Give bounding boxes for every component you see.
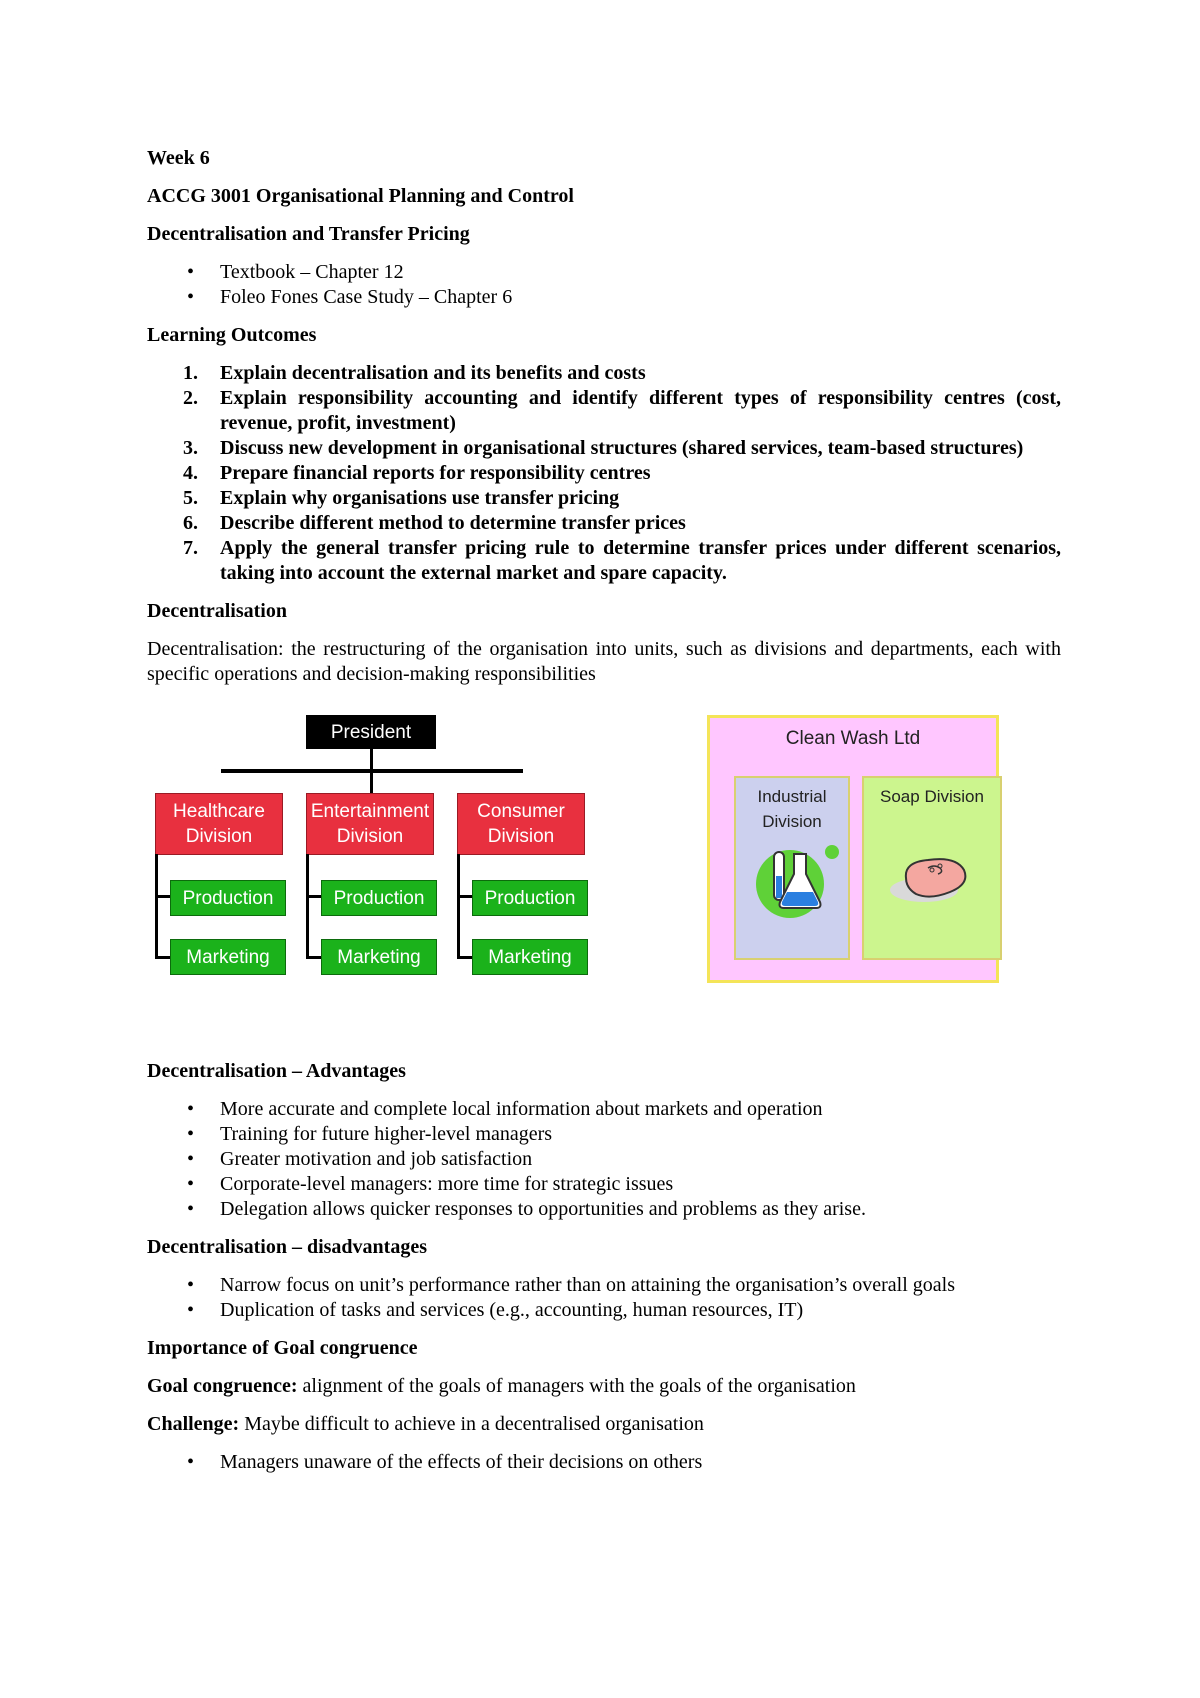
bullet-icon: • [187, 261, 195, 283]
bullet-icon: • [187, 1148, 195, 1170]
soap-division-panel [862, 776, 1002, 960]
bullet-icon: • [187, 1173, 195, 1195]
decentralisation-definition: Decentralisation: the restructuring of the organisation into units, such as divisions and departments, each with specific operations and decision-making responsibilities [147, 638, 1061, 685]
challenge-text: Challenge: Maybe difficult to achieve in a decentralised organisation [147, 1413, 704, 1435]
disadvantages-list [147, 1273, 1061, 1323]
document-content [147, 146, 1061, 1488]
decentralisation-heading: Decentralisation [147, 600, 287, 622]
division-box-healthcare: Healthcare Division [155, 793, 283, 855]
connector-line [306, 895, 322, 898]
list-item: • Foleo Fones Case Study – Chapter 6 [187, 286, 513, 308]
soap-division-label: Soap Division [880, 787, 984, 806]
course-title: ACCG 3001 Organisational Planning and Control [147, 185, 574, 207]
list-item: 2. Explain responsibility accounting and identify different types of responsibility centres (cost, revenue, profit, investment) [183, 387, 1061, 434]
unit-box-marketing: Marketing [321, 939, 437, 975]
list-item: • More accurate and complete local information about markets and operation [187, 1098, 823, 1120]
industrial-division-panel [734, 776, 850, 960]
list-item: 7. Apply the general transfer pricing rule to determine transfer prices under different scenarios, taking into account the external market and spare capacity. [183, 537, 1061, 584]
clean-wash-title: Clean Wash Ltd [785, 728, 921, 749]
list-item: • Duplication of tasks and services (e.g., accounting, human resources, IT) [187, 1299, 804, 1321]
goal-congruence-heading: Importance of Goal congruence [147, 1337, 418, 1359]
advantages-list [147, 1097, 1061, 1222]
unit-box-production: Production [321, 880, 437, 916]
soap-bar-icon [884, 848, 984, 908]
bullet-icon: • [187, 1123, 195, 1145]
list-item: • Textbook – Chapter 12 [187, 261, 404, 283]
industrial-division-label: Industrial Division [757, 787, 827, 831]
readings-list [147, 260, 1061, 310]
connector-line [306, 854, 309, 959]
learning-outcomes-heading: Learning Outcomes [147, 324, 317, 346]
division-box-consumer: Consumer Division [457, 793, 585, 855]
unit-box-marketing: Marketing [472, 939, 588, 975]
unit-box-production: Production [472, 880, 588, 916]
chemistry-flask-icon [754, 840, 840, 926]
learning-outcomes-list [147, 361, 1061, 586]
connector-line [457, 854, 460, 959]
clean-wash-diagram [707, 715, 999, 983]
list-item: 6. Describe different method to determine transfer prices [183, 512, 686, 534]
division-box-entertainment: Entertainment Division [306, 793, 434, 855]
figures-row [147, 713, 1061, 1033]
list-item: 1. Explain decentralisation and its benefits and costs [183, 362, 646, 384]
bullet-icon: • [187, 1451, 195, 1473]
connector-line [155, 956, 171, 959]
unit-box-marketing: Marketing [170, 939, 286, 975]
list-item: • Managers unaware of the effects of their decisions on others [187, 1451, 703, 1473]
list-item: • Narrow focus on unit’s performance rather than on attaining the organisation’s overall goals [187, 1274, 955, 1296]
challenge-list [147, 1450, 1061, 1475]
bullet-icon: • [187, 1299, 195, 1321]
bullet-icon: • [187, 1274, 195, 1296]
list-item: 5. Explain why organisations use transfer pricing [183, 487, 620, 509]
bullet-icon: • [187, 1198, 195, 1220]
connector-line [457, 956, 473, 959]
list-item: • Delegation allows quicker responses to opportunities and problems as they arise. [187, 1198, 866, 1220]
connector-line [370, 749, 373, 771]
topic-title: Decentralisation and Transfer Pricing [147, 223, 470, 245]
unit-box-production: Production [170, 880, 286, 916]
list-item: • Corporate-level managers: more time for strategic issues [187, 1173, 674, 1195]
list-item: • Training for future higher-level managers [187, 1123, 553, 1145]
list-item: 3. Discuss new development in organisational structures (shared services, team-based structures) [183, 437, 1024, 459]
connector-line [155, 895, 171, 898]
connector-line [457, 895, 473, 898]
connector-line [155, 854, 158, 959]
list-item: 4. Prepare financial reports for responsibility centres [183, 462, 651, 484]
list-item: • Greater motivation and job satisfaction [187, 1148, 533, 1170]
org-chart [147, 713, 607, 993]
disadvantages-heading: Decentralisation – disadvantages [147, 1236, 427, 1258]
week-label: Week 6 [147, 147, 210, 169]
connector-line [306, 956, 322, 959]
bullet-icon: • [187, 1098, 195, 1120]
president-box: President [306, 715, 436, 749]
goal-congruence-definition: Goal congruence: alignment of the goals of managers with the goals of the organisation [147, 1375, 856, 1397]
advantages-heading: Decentralisation – Advantages [147, 1060, 406, 1082]
connector-line [370, 771, 373, 793]
bullet-icon: • [187, 286, 195, 308]
